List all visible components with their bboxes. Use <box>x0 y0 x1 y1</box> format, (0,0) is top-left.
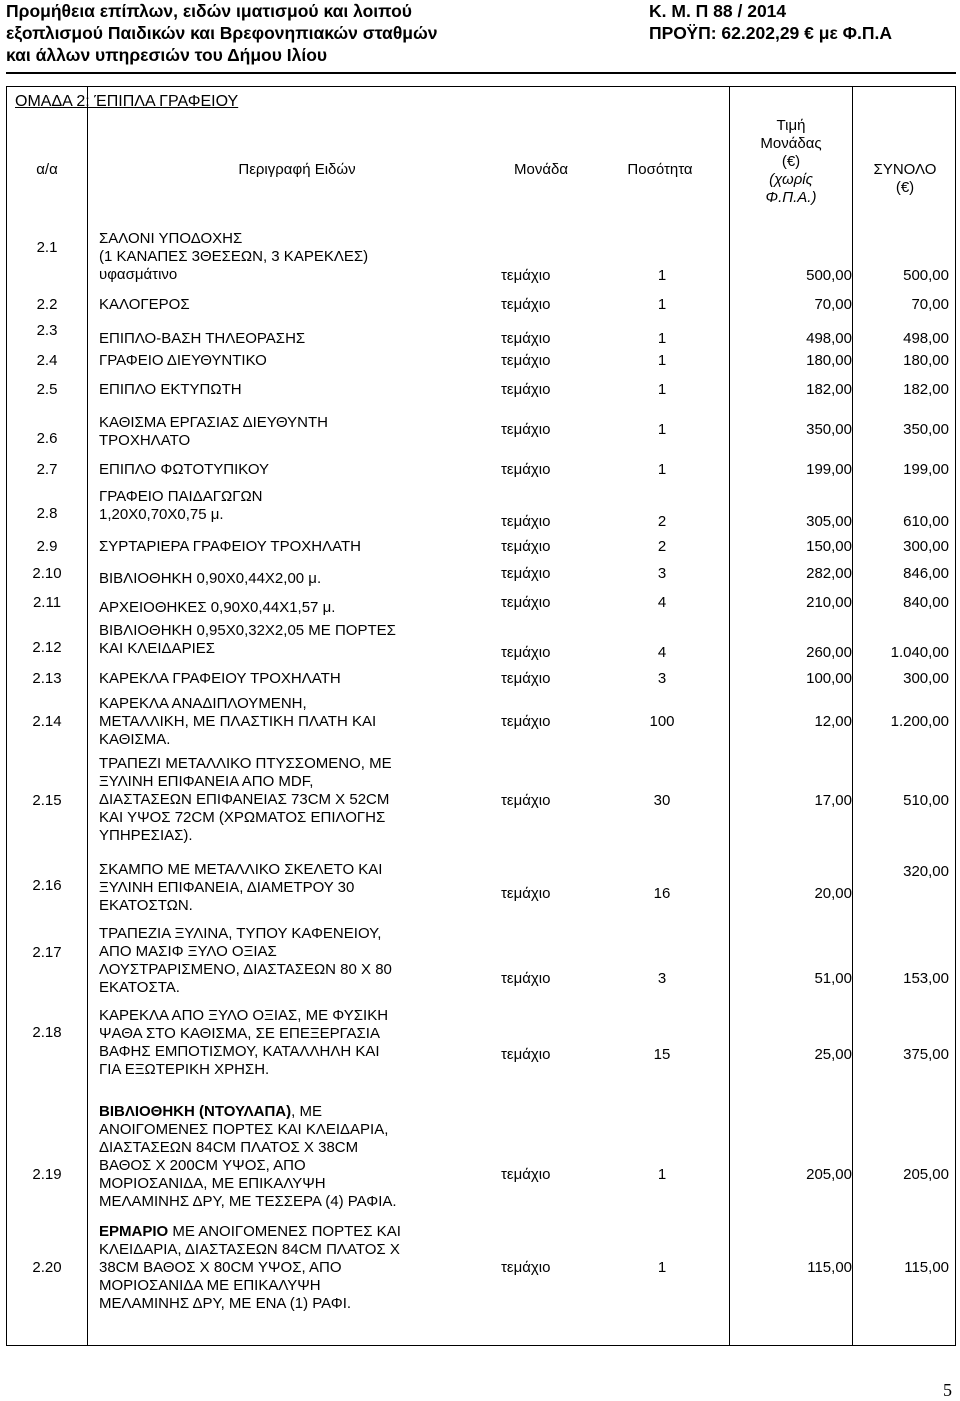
column-divider <box>852 87 853 1345</box>
row-description <box>99 861 499 915</box>
row-unit: τεμάχιο <box>501 381 551 398</box>
column-divider <box>87 87 88 1345</box>
column-header-total: ΣΥΝΟΛΟ (€) <box>873 161 937 196</box>
row-number: 2.16 <box>32 877 62 894</box>
row-description <box>99 925 499 997</box>
column-header-number: α/α <box>36 161 58 178</box>
row-total: 1.040,00 <box>890 644 949 661</box>
row-total: 300,00 <box>903 538 949 555</box>
row-unit: τεμάχιο <box>501 352 551 369</box>
row-description-text: ΣΑΛΟΝΙ ΥΠΟΔΟΧΗΣ (1 ΚΑΝΑΠΕΣ 3ΘΕΣΕΩΝ, 3 ΚΑΡΕΚΛΕΣ) υφασμάτινο <box>99 230 369 283</box>
row-total: 153,00 <box>903 970 949 987</box>
row-unit: τεμάχιο <box>501 792 551 809</box>
row-description <box>99 381 499 399</box>
row-unit-price: 180,00 <box>806 352 852 369</box>
header-budget: ΠΡΟΫΠ: 62.202,29 € με Φ.Π.Α <box>649 23 892 43</box>
row-description <box>99 538 499 556</box>
row-description-text: ΒΙΒΛΙΟΘΗΚΗ 0,95Χ0,32Χ2,05 ΜΕ ΠΟΡΤΕΣ ΚΑΙ ΚΛΕΙΔΑΡΙΕΣ <box>99 622 396 657</box>
row-number: 2.8 <box>36 505 58 522</box>
header-reference: Κ. Μ. Π 88 / 2014 <box>649 1 787 21</box>
row-quantity: 100 <box>649 713 675 730</box>
row-unit-price: 205,00 <box>806 1166 852 1183</box>
row-description <box>99 599 499 617</box>
row-quantity: 1 <box>657 352 667 369</box>
row-description-text: ΤΡΑΠΕΖΙΑ ΞΥΛΙΝΑ, ΤΥΠΟΥ ΚΑΦΕΝΕΙΟΥ, ΑΠΟ ΜΑΣΙΦ ΞΥΛΟ ΟΞΙΑΣ ΛΟΥΣΤΡΑΡΙΣΜΕΝΟ, ΔΙΑΣΤΑΣΕΩΝ 80 Χ 80 ΕΚΑΤΟΣΤΑ. <box>99 925 392 996</box>
row-unit-price: 150,00 <box>806 538 852 555</box>
row-unit: τεμάχιο <box>501 594 551 611</box>
row-number: 2.4 <box>36 352 58 369</box>
row-number: 2.7 <box>36 461 58 478</box>
row-unit: τεμάχιο <box>501 1046 551 1063</box>
row-unit: τεμάχιο <box>501 461 551 478</box>
row-description-text: , ΜΕ ΑΝΟΙΓΟΜΕΝΕΣ ΠΟΡΤΕΣ ΚΑΙ ΚΛΕΙΔΑΡΙΑ, ΔΙΑΣΤΑΣΕΩΝ 84CM ΠΛΑΤΟΣ Χ 38CM ΒΑΘΟΣ Χ 200CM ΥΨΟΣ, ΑΠΟ ΜΟΡΙΟΣΑΝΙΔΑ, ΜΕ ΕΠΙΚΑΛΥΨΗ ΜΕΛΑΜΙΝΗΣ ΔΡΥ, ΜΕ ΤΕΣΣΕΡΑ (4) ΡΑΦΙΑ. <box>99 1103 397 1210</box>
row-unit-price: 12,00 <box>814 713 852 730</box>
header-title-line-3: και άλλων υπηρεσιών του Δήμου Ιλίου <box>6 45 328 65</box>
row-quantity: 3 <box>657 565 667 582</box>
column-header-description: Περιγραφή Ειδών <box>238 161 356 178</box>
row-total: 498,00 <box>903 330 949 347</box>
row-description <box>99 352 499 370</box>
row-unit: τεμάχιο <box>501 296 551 313</box>
row-description <box>99 570 499 588</box>
row-description-text: ΓΡΑΦΕΙΟ ΔΙΕΥΘΥΝΤΙΚΟ <box>99 352 267 369</box>
row-quantity: 1 <box>657 296 667 313</box>
row-total: 199,00 <box>903 461 949 478</box>
row-unit: τεμάχιο <box>501 713 551 730</box>
row-number: 2.20 <box>32 1259 62 1276</box>
row-quantity: 16 <box>653 885 671 902</box>
row-description-text: ΚΑΘΙΣΜΑ ΕΡΓΑΣΙΑΣ ΔΙΕΥΘΥΝΤΗ ΤΡΟΧΗΛΑΤΟ <box>99 414 328 449</box>
row-description <box>99 1223 499 1313</box>
row-unit-price: 199,00 <box>806 461 852 478</box>
column-header-unit-price <box>731 117 851 207</box>
row-total: 180,00 <box>903 352 949 369</box>
column-divider <box>729 87 730 1345</box>
row-total: 375,00 <box>903 1046 949 1063</box>
row-description <box>99 488 499 524</box>
row-unit-price: 100,00 <box>806 670 852 687</box>
column-header-quantity: Ποσότητα <box>627 161 693 178</box>
page-number: 5 <box>943 1380 952 1400</box>
row-number: 2.9 <box>36 538 58 555</box>
row-unit: τεμάχιο <box>501 670 551 687</box>
row-unit-price: 500,00 <box>806 267 852 284</box>
row-unit-price: 25,00 <box>814 1046 852 1063</box>
row-description-text: ΚΑΡΕΚΛΑ ΑΠΟ ΞΥΛΟ ΟΞΙΑΣ, ΜΕ ΦΥΣΙΚΗ ΨΑΘΑ ΣΤΟ ΚΑΘΙΣΜΑ, ΣΕ ΕΠΕΞΕΡΓΑΣΙΑ ΒΑΦΗΣ ΕΜΠΟΤΙΣΜΟΥ, ΚΑΤΑΛΛΗΛΗ ΚΑΙ ΓΙΑ ΕΞΩΤΕΡΙΚΗ ΧΡΗΣΗ. <box>99 1007 389 1078</box>
row-description-text: ΑΡΧΕΙΟΘΗΚΕΣ 0,90Χ0,44Χ1,57 μ. <box>99 599 336 616</box>
row-unit: τεμάχιο <box>501 644 551 661</box>
row-description <box>99 330 499 348</box>
row-unit-price: 17,00 <box>814 792 852 809</box>
row-total: 320,00 <box>903 863 949 880</box>
row-unit: τεμάχιο <box>501 970 551 987</box>
row-description-text: ΜΕ ΑΝΟΙΓΟΜΕΝΕΣ ΠΟΡΤΕΣ ΚΑΙ ΚΛΕΙΔΑΡΙΑ, ΔΙΑΣΤΑΣΕΩΝ 84CM ΠΛΑΤΟΣ Χ 38CM ΒΑΘΟΣ Χ 80CM ΥΨΟΣ, ΑΠΟ ΜΟΡΙΟΣΑΝΙΔΑ ΜΕ ΕΠΙΚΑΛΥΨΗ ΜΕΛΑΜΙΝΗΣ ΔΡΥ, ΜΕ ΕΝΑ (1) ΡΑΦΙ. <box>99 1223 401 1312</box>
row-description-text: ΣΥΡΤΑΡΙΕΡΑ ΓΡΑΦΕΙΟΥ ΤΡΟΧΗΛΑΤΗ <box>99 538 362 555</box>
row-quantity: 4 <box>657 594 667 611</box>
row-quantity: 2 <box>657 513 667 530</box>
row-number: 2.12 <box>32 639 62 656</box>
row-number: 2.13 <box>32 670 62 687</box>
row-total: 846,00 <box>903 565 949 582</box>
row-description-text: ΚΑΡΕΚΛΑ ΑΝΑΔΙΠΛΟΥΜΕΝΗ, ΜΕΤΑΛΛΙΚΗ, ΜΕ ΠΛΑΣΤΙΚΗ ΠΛΑΤΗ ΚΑΙ ΚΑΘΙΣΜΑ. <box>99 695 377 748</box>
row-total: 500,00 <box>903 267 949 284</box>
row-unit-price: 182,00 <box>806 381 852 398</box>
row-total: 840,00 <box>903 594 949 611</box>
row-total: 182,00 <box>903 381 949 398</box>
row-quantity: 3 <box>657 970 667 987</box>
row-description-text: ΕΠΙΠΛΟ-ΒΑΣΗ ΤΗΛΕΟΡΑΣΗΣ <box>99 330 306 347</box>
group-title: ΟΜΑΔΑ 2: ΈΠΙΠΛΑ ΓΡΑΦΕΙΟΥ <box>15 93 239 110</box>
row-description-text: ΕΠΙΠΛΟ ΕΚΤΥΠΩΤΗ <box>99 381 242 398</box>
row-unit: τεμάχιο <box>501 1259 551 1276</box>
row-description-bold: ΕΡΜΑΡΙΟ <box>99 1223 169 1240</box>
header-divider <box>6 72 956 74</box>
row-unit-price: 305,00 <box>806 513 852 530</box>
row-number: 2.17 <box>32 944 62 961</box>
header-title-line-1: Προμήθεια επίπλων, ειδών ιματισμού και λοιπού <box>6 1 412 21</box>
row-quantity: 30 <box>653 792 671 809</box>
row-unit-price: 282,00 <box>806 565 852 582</box>
row-description-text: ΕΠΙΠΛΟ ΦΩΤΟΤΥΠΙΚΟΥ <box>99 461 270 478</box>
row-number: 2.18 <box>32 1024 62 1041</box>
row-description <box>99 296 499 314</box>
row-number: 2.10 <box>32 565 62 582</box>
row-quantity: 4 <box>657 644 667 661</box>
row-unit-price: 260,00 <box>806 644 852 661</box>
row-quantity: 1 <box>657 330 667 347</box>
row-total: 1.200,00 <box>890 713 949 730</box>
row-number: 2.14 <box>32 713 62 730</box>
row-unit-price: 350,00 <box>806 421 852 438</box>
row-description <box>99 755 499 845</box>
row-description <box>99 622 499 658</box>
row-total: 115,00 <box>904 1259 949 1276</box>
row-unit: τεμάχιο <box>501 1166 551 1183</box>
unit-price-note: (χωρίς Φ.Π.Α.) <box>765 171 817 206</box>
row-quantity: 15 <box>653 1046 671 1063</box>
row-number: 2.19 <box>32 1166 62 1183</box>
row-quantity: 1 <box>657 1259 667 1276</box>
row-description <box>99 1103 499 1211</box>
row-quantity: 1 <box>657 461 667 478</box>
row-unit-price: 51,00 <box>814 970 852 987</box>
row-unit: τεμάχιο <box>501 330 551 347</box>
row-quantity: 3 <box>657 670 667 687</box>
row-unit: τεμάχιο <box>501 565 551 582</box>
items-table <box>6 86 956 1346</box>
row-description-text: ΒΙΒΛΙΟΘΗΚΗ 0,90Χ0,44Χ2,00 μ. <box>99 570 322 587</box>
row-description <box>99 230 499 284</box>
row-total: 205,00 <box>903 1166 949 1183</box>
row-description <box>99 414 499 450</box>
row-total: 350,00 <box>903 421 949 438</box>
column-header-unit: Μονάδα <box>513 161 569 178</box>
row-number: 2.1 <box>36 239 58 256</box>
row-unit-price: 498,00 <box>806 330 852 347</box>
row-unit-price: 210,00 <box>806 594 852 611</box>
row-description <box>99 1007 499 1079</box>
row-unit: τεμάχιο <box>501 885 551 902</box>
row-quantity: 1 <box>657 421 667 438</box>
row-description-text: ΚΑΛΟΓΕΡΟΣ <box>99 296 190 313</box>
row-total: 610,00 <box>903 513 949 530</box>
row-description-bold: ΒΙΒΛΙΟΘΗΚΗ (ΝΤΟΥΛΑΠΑ) <box>99 1103 292 1120</box>
row-description-text: ΚΑΡΕΚΛΑ ΓΡΑΦΕΙΟΥ ΤΡΟΧΗΛΑΤΗ <box>99 670 341 687</box>
row-description <box>99 695 499 749</box>
unit-price-label: Τιμή Μονάδας (€) <box>760 117 822 170</box>
row-unit: τεμάχιο <box>501 513 551 530</box>
row-quantity: 1 <box>657 381 667 398</box>
row-number: 2.5 <box>36 381 58 398</box>
row-description <box>99 670 499 688</box>
row-unit: τεμάχιο <box>501 421 551 438</box>
row-quantity: 1 <box>657 1166 667 1183</box>
row-description-text: ΤΡΑΠΕΖΙ ΜΕΤΑΛΛΙΚΟ ΠΤΥΣΣΟΜΕΝΟ, ΜΕ ΞΥΛΙΝΗ ΕΠΙΦΑΝΕΙΑ ΑΠΟ MDF, ΔΙΑΣΤΑΣΕΩΝ ΕΠΙΦΑΝΕΙΑΣ 73CM X 52CM ΚΑΙ ΥΨΟΣ 72CM (ΧΡΩΜΑΤΟΣ ΕΠΙΛΟΓΗΣ ΥΠΗΡΕΣΙΑΣ). <box>99 755 392 844</box>
row-total: 510,00 <box>903 792 949 809</box>
row-quantity: 1 <box>657 267 667 284</box>
row-number: 2.15 <box>32 792 62 809</box>
row-unit: τεμάχιο <box>501 538 551 555</box>
row-description-text: ΣΚΑΜΠΟ ΜΕ ΜΕΤΑΛΛΙΚΟ ΣΚΕΛΕΤΟ ΚΑΙ ΞΥΛΙΝΗ ΕΠΙΦΑΝΕΙΑ, ΔΙΑΜΕΤΡΟΥ 30 ΕΚΑΤΟΣΤΩΝ. <box>99 861 383 914</box>
row-description <box>99 461 499 479</box>
row-number: 2.6 <box>36 430 58 447</box>
header-title-line-2: εξοπλισμού Παιδικών και Βρεφονηπιακών σταθμών <box>6 23 438 43</box>
row-number: 2.3 <box>36 322 58 339</box>
row-unit-price: 115,00 <box>807 1259 852 1276</box>
row-quantity: 2 <box>657 538 667 555</box>
row-number: 2.11 <box>32 594 62 611</box>
row-number: 2.2 <box>36 296 58 313</box>
row-total: 300,00 <box>903 670 949 687</box>
row-unit-price: 20,00 <box>814 885 852 902</box>
row-description-text: ΓΡΑΦΕΙΟ ΠΑΙΔΑΓΩΓΩΝ 1,20Χ0,70Χ0,75 μ. <box>99 488 263 523</box>
row-unit: τεμάχιο <box>501 267 551 284</box>
document-header <box>6 0 956 70</box>
row-unit-price: 70,00 <box>814 296 852 313</box>
row-total: 70,00 <box>911 296 949 313</box>
